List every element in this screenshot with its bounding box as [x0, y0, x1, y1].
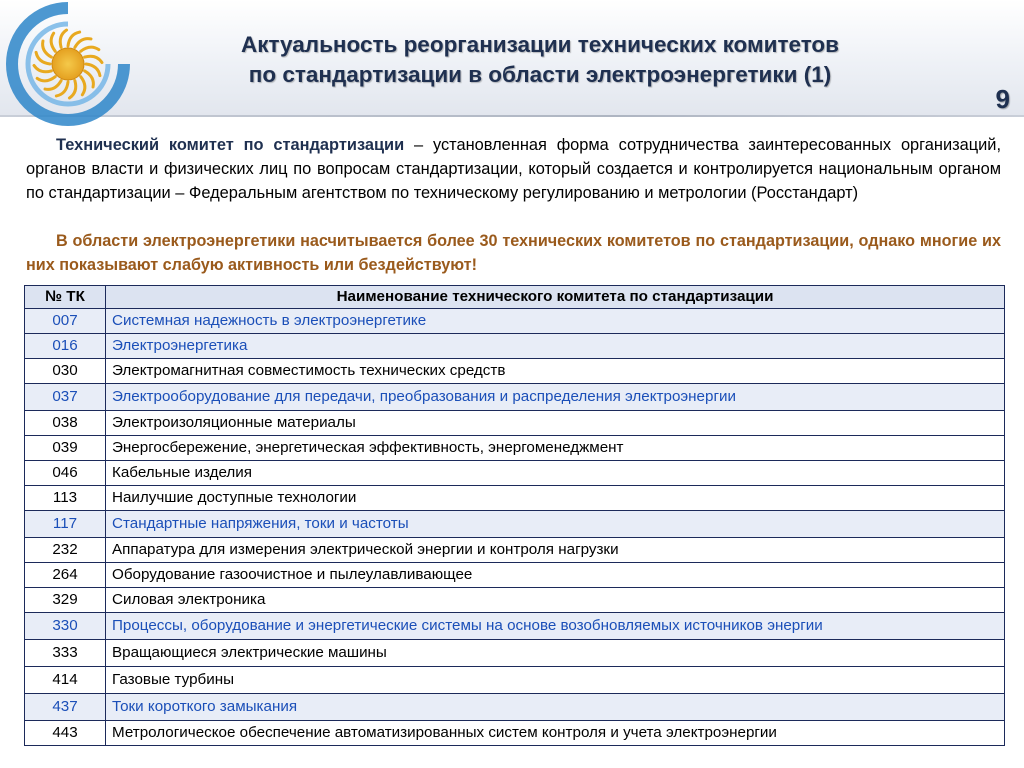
table-row: [25, 411, 1005, 436]
tk-name-cell: Электроизоляционные материалы: [106, 411, 1005, 436]
tk-code-cell: 039: [25, 436, 106, 461]
tk-code-cell: 333: [25, 640, 106, 667]
table-row: [25, 384, 1005, 411]
tk-code-cell: 437: [25, 694, 106, 721]
table-row: [25, 309, 1005, 334]
sun-swirl-logo-icon: [6, 2, 130, 126]
tk-code-cell: 038: [25, 411, 106, 436]
table-row: [25, 588, 1005, 613]
table-row: [25, 721, 1005, 746]
tk-name-cell: Метрологическое обеспечение автоматизированных систем контроля и учета электроэнергии: [106, 721, 1005, 746]
tk-name-cell: Аппаратура для измерения электрической энергии и контроля нагрузки: [106, 538, 1005, 563]
tk-name-cell: Токи короткого замыкания: [106, 694, 1005, 721]
definition-text: – установленная форма сотрудничества заинтересованных организаций, органов власти и физических лиц по вопросам стандартизации, который создается и контролируется национальным органом по стандартизации – Федеральным агентством по техническому регулированию и метрологии (Росстандарт): [26, 136, 1001, 202]
tk-code-cell: 030: [25, 359, 106, 384]
tk-name-cell: Электромагнитная совместимость технических средств: [106, 359, 1005, 384]
table-row: [25, 359, 1005, 384]
header-divider: [0, 115, 1024, 117]
committees-table: [24, 285, 1005, 746]
tk-code-cell: 232: [25, 538, 106, 563]
tk-code-cell: 443: [25, 721, 106, 746]
table-header-row: [25, 286, 1005, 309]
table-row: [25, 538, 1005, 563]
title-line-1: Актуальность реорганизации технических комитетов: [240, 32, 840, 57]
tk-code-cell: 046: [25, 461, 106, 486]
tk-code-cell: 016: [25, 334, 106, 359]
definition-paragraph: [26, 133, 1001, 205]
tk-name-cell: Энергосбережение, энергетическая эффективность, энергоменеджмент: [106, 436, 1005, 461]
table-row: [25, 436, 1005, 461]
column-header-name: Наименование технического комитета по стандартизации: [106, 286, 1005, 309]
table-row: [25, 486, 1005, 511]
column-header-code: № ТК: [25, 286, 106, 309]
tk-name-cell: Наилучшие доступные технологии: [106, 486, 1005, 511]
title-line-2: по стандартизации в области электроэнергетики (1): [248, 62, 832, 87]
tk-code-cell: 037: [25, 384, 106, 411]
tk-name-cell: Электроэнергетика: [106, 334, 1005, 359]
slide-title: [140, 30, 940, 90]
tk-name-cell: Электрооборудование для передачи, преобразования и распределения электроэнергии: [106, 384, 1005, 411]
definition-term: Технический комитет по стандартизации: [56, 136, 405, 154]
table-row: [25, 334, 1005, 359]
tk-name-cell: Оборудование газоочистное и пылеулавливающее: [106, 563, 1005, 588]
tk-name-cell: Процессы, оборудование и энергетические системы на основе возобновляемых источников энергии: [106, 613, 1005, 640]
table-body: [25, 309, 1005, 746]
tk-code-cell: 113: [25, 486, 106, 511]
table-row: [25, 694, 1005, 721]
tk-name-cell: Вращающиеся электрические машины: [106, 640, 1005, 667]
table-row: [25, 667, 1005, 694]
tk-name-cell: Стандартные напряжения, токи и частоты: [106, 511, 1005, 538]
table-row: [25, 461, 1005, 486]
warning-paragraph: В области электроэнергетики насчитывается более 30 технических комитетов по стандартизации, однако многие их них показывают слабую активность или бездействуют!: [26, 232, 1001, 274]
tk-code-cell: 117: [25, 511, 106, 538]
tk-name-cell: Системная надежность в электроэнергетике: [106, 309, 1005, 334]
table-row: [25, 640, 1005, 667]
table-row: [25, 511, 1005, 538]
tk-code-cell: 007: [25, 309, 106, 334]
tk-code-cell: 414: [25, 667, 106, 694]
tk-name-cell: Газовые турбины: [106, 667, 1005, 694]
tk-code-cell: 329: [25, 588, 106, 613]
tk-code-cell: 330: [25, 613, 106, 640]
table-row: [25, 563, 1005, 588]
table-row: [25, 613, 1005, 640]
tk-name-cell: Силовая электроника: [106, 588, 1005, 613]
page-number: 9: [995, 84, 1010, 114]
tk-code-cell: 264: [25, 563, 106, 588]
tk-name-cell: Кабельные изделия: [106, 461, 1005, 486]
